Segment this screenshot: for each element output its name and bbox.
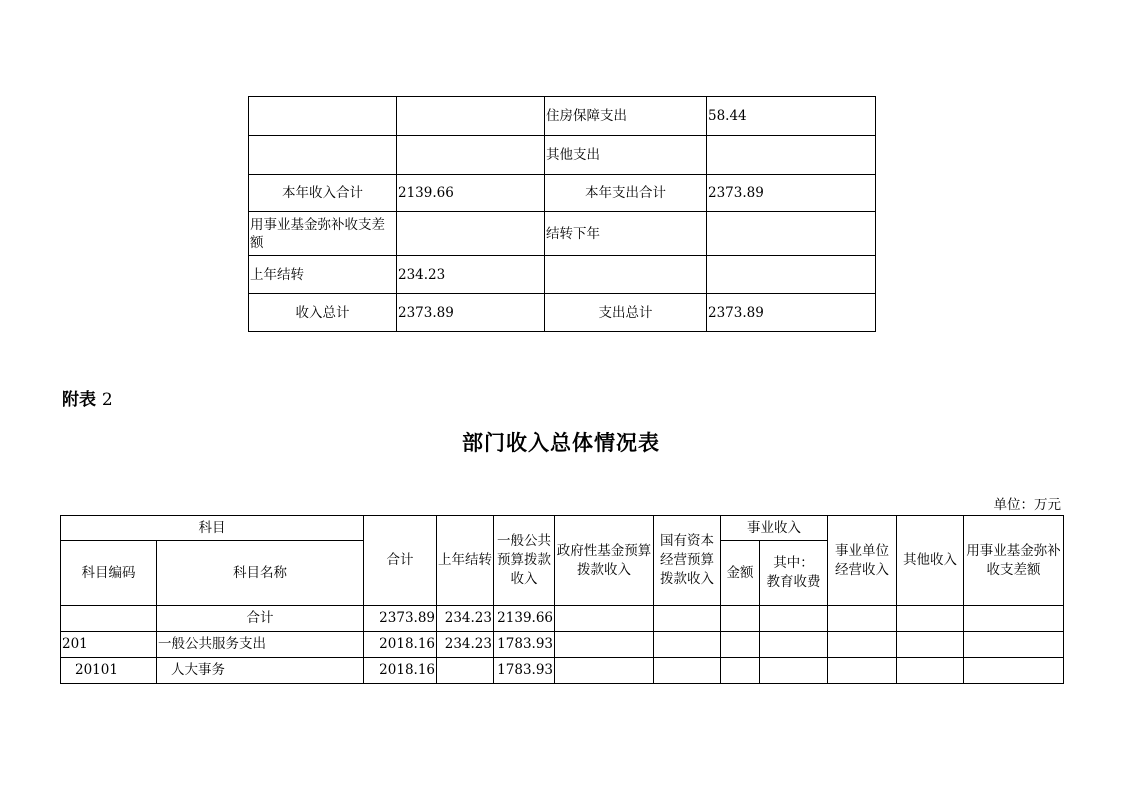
header-of-which: 其中： — [773, 555, 814, 571]
summary-cell — [249, 136, 397, 175]
summary-cell: 234.23 — [397, 256, 545, 294]
summary-cell — [707, 212, 876, 256]
header-subject: 科目 — [61, 516, 364, 541]
summary-cell: 2373.89 — [397, 294, 545, 332]
summary-cell: 本年支出合计 — [545, 175, 707, 212]
header-business-fund-offset: 用事业基金弥补收支差额 — [964, 516, 1064, 606]
row-cell — [964, 632, 1064, 658]
summary-cell: 2373.89 — [707, 294, 876, 332]
row-cell — [555, 658, 654, 684]
row-cell — [964, 606, 1064, 632]
row-carryover — [437, 658, 494, 684]
summary-cell — [397, 97, 545, 136]
header-row — [61, 516, 1064, 541]
row-code — [61, 606, 157, 632]
summary-cell: 2139.66 — [397, 175, 545, 212]
table-row — [61, 606, 1064, 632]
table-row — [61, 658, 1064, 684]
summary-cell: 2373.89 — [707, 175, 876, 212]
row-total: 2018.16 — [364, 632, 437, 658]
page-title: 部门收入总体情况表 — [462, 431, 660, 455]
row-cell — [828, 606, 897, 632]
summary-cell — [545, 256, 707, 294]
unit-label: 单位：万元 — [993, 497, 1061, 513]
row-general: 1783.93 — [494, 658, 555, 684]
row-carryover: 234.23 — [437, 632, 494, 658]
header-state-capital-budget: 国有资本经营预算拨款收入 — [654, 516, 721, 606]
summary-cell: 本年收入合计 — [249, 175, 397, 212]
row-cell — [654, 606, 721, 632]
summary-table — [248, 96, 876, 332]
row-cell — [760, 632, 828, 658]
summary-cell — [397, 136, 545, 175]
header-subject-name: 科目名称 — [157, 541, 364, 606]
header-gov-fund-budget: 政府性基金预算拨款收入 — [555, 516, 654, 606]
summary-row — [249, 136, 876, 175]
row-code: 20101 — [61, 658, 157, 684]
row-code: 201 — [61, 632, 157, 658]
row-total: 2373.89 — [364, 606, 437, 632]
row-cell — [555, 606, 654, 632]
header-total: 合计 — [364, 516, 437, 606]
summary-cell — [707, 136, 876, 175]
row-cell — [654, 658, 721, 684]
income-table — [60, 515, 1064, 684]
summary-cell: 支出总计 — [545, 294, 707, 332]
header-business-income: 事业收入 — [721, 516, 828, 541]
row-name: 合计 — [157, 606, 364, 632]
appendix-number: 2 — [101, 390, 113, 410]
header-unit-operating-income: 事业单位经营收入 — [828, 516, 897, 606]
row-cell — [828, 658, 897, 684]
header-other-income: 其他收入 — [897, 516, 964, 606]
row-general: 2139.66 — [494, 606, 555, 632]
summary-cell — [707, 256, 876, 294]
appendix-label — [62, 385, 113, 410]
summary-row — [249, 212, 876, 256]
summary-cell: 住房保障支出 — [545, 97, 707, 136]
summary-cell — [249, 97, 397, 136]
appendix-label-text: 附表 — [62, 390, 96, 410]
table-row — [61, 632, 1064, 658]
row-carryover: 234.23 — [437, 606, 494, 632]
row-total: 2018.16 — [364, 658, 437, 684]
summary-cell: 上年结转 — [249, 256, 397, 294]
row-cell — [721, 658, 760, 684]
row-cell — [555, 632, 654, 658]
row-cell — [760, 658, 828, 684]
summary-row — [249, 294, 876, 332]
row-name: 一般公共服务支出 — [157, 632, 364, 658]
summary-cell: 结转下年 — [545, 212, 707, 256]
row-cell — [721, 632, 760, 658]
header-prior-carryover: 上年结转 — [437, 516, 494, 606]
row-cell — [760, 606, 828, 632]
row-cell — [897, 658, 964, 684]
row-cell — [964, 658, 1064, 684]
row-cell — [897, 606, 964, 632]
row-general: 1783.93 — [494, 632, 555, 658]
header-general-public-budget: 一般公共预算拨款收入 — [494, 516, 555, 606]
row-name: 人大事务 — [157, 658, 364, 684]
row-cell — [654, 632, 721, 658]
summary-cell — [397, 212, 545, 256]
header-amount: 金额 — [721, 541, 760, 606]
summary-cell: 58.44 — [707, 97, 876, 136]
summary-cell: 收入总计 — [249, 294, 397, 332]
header-subject-code: 科目编码 — [61, 541, 157, 606]
summary-row — [249, 175, 876, 212]
summary-cell: 其他支出 — [545, 136, 707, 175]
summary-cell: 用事业基金弥补收支差额 — [249, 212, 397, 256]
row-cell — [828, 632, 897, 658]
header-education-fees-label: 教育收费 — [766, 574, 821, 590]
row-cell — [721, 606, 760, 632]
row-cell — [897, 632, 964, 658]
summary-row — [249, 97, 876, 136]
summary-row — [249, 256, 876, 294]
header-education-fees — [760, 541, 828, 606]
